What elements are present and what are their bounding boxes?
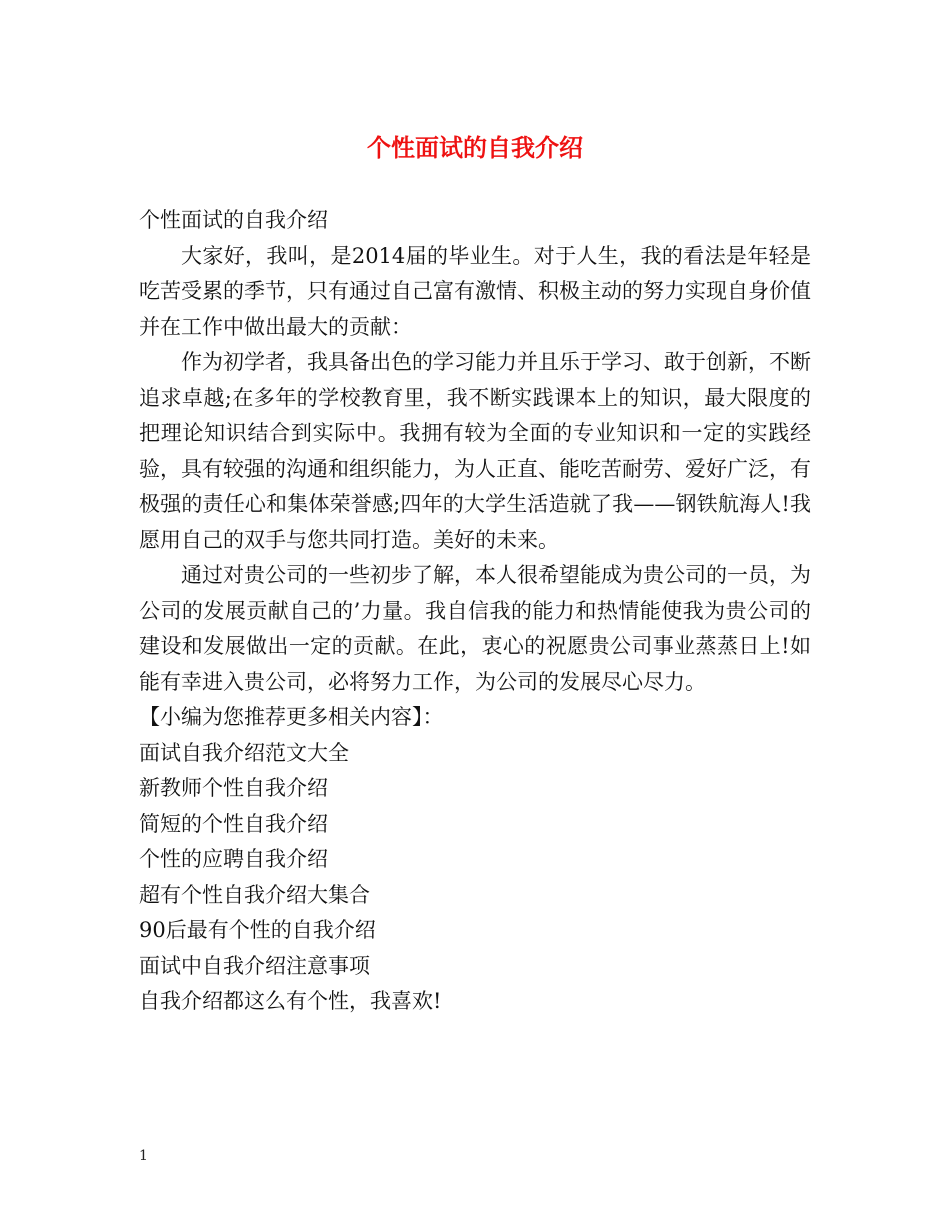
related-link[interactable]: 个性的应聘自我介绍 (139, 847, 328, 871)
document-title: 个性面试的自我介绍 (367, 133, 583, 162)
paragraph-abilities: 作为初学者，我具备出色的学习能力并且乐于学习、敢于创新，不断追求卓越;在多年的学校教育里，我不断实践课本上的知识，最大限度的把理论知识结合到实际中。我拥有较为全面的专业知识和一定的实践经验，具有较强的沟通和组织能力，为人正直、能吃苦耐劳、爱好广泛，有极强的责任心和集体荣誉感;四年的大学生活造就了我——钢铁航海人!我愿用自己的双手与您共同打造。美好的未来。 (139, 350, 811, 552)
recommend-heading: 【小编为您推荐更多相关内容】： (139, 705, 444, 729)
document-body (139, 203, 811, 1020)
page-number: 1 (139, 1148, 148, 1164)
related-link[interactable]: 超有个性自我介绍大集合 (139, 882, 370, 907)
related-link[interactable]: 自我介绍都这么有个性，我喜欢! (139, 989, 442, 1013)
paragraph-greeting: 大家好，我叫，是2014届的毕业生。对于人生，我的看法是年轻是吃苦受累的季节，只有通过自己富有激情、积极主动的努力实现自身价值并在工作中做出最大的贡献： (139, 243, 811, 339)
related-link[interactable]: 面试中自我介绍注意事项 (139, 953, 370, 978)
related-link[interactable]: 新教师个性自我介绍 (139, 776, 328, 800)
paragraph-closing: 通过对贵公司的一些初步了解，本人很希望能成为贵公司的一员，为公司的发展贡献自己的’力量。我自信我的能力和热情能使我为贵公司的建设和发展做出一定的贡献。在此，衷心的祝愿贵公司事业蒸蒸日上!如能有幸进入贵公司，必将努力工作，为公司的发展尽心尽力。 (139, 563, 811, 694)
related-link[interactable]: 面试自我介绍范文大全 (139, 740, 349, 765)
related-link[interactable]: 简短的个性自我介绍 (139, 811, 328, 836)
related-links-list (139, 736, 811, 1020)
document-subtitle: 个性面试的自我介绍 (139, 208, 328, 232)
related-link[interactable]: 90后最有个性的自我介绍 (139, 918, 376, 942)
